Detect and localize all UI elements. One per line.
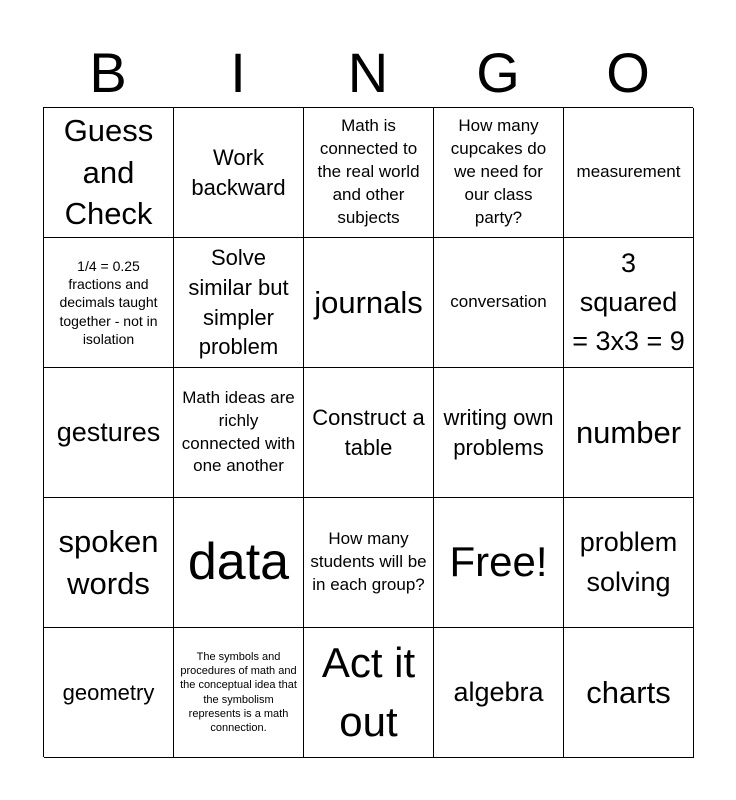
header-letter-g: G — [476, 41, 520, 104]
cell-text: geometry — [62, 679, 155, 705]
cell-text: Solve similar but simpler problem — [188, 245, 289, 360]
bingo-cell-r3-c3[interactable] — [304, 368, 434, 498]
cell-text: Math is connected to the real world and other subjects — [317, 116, 420, 227]
bingo-cell-r2-c3[interactable] — [304, 238, 434, 368]
bingo-cell-r1-c1[interactable] — [44, 108, 174, 238]
bingo-cell-r2-c1[interactable] — [44, 238, 174, 368]
bingo-cell-r5-c5[interactable] — [564, 628, 694, 758]
cell-text: Guess and Check — [63, 112, 154, 232]
bingo-cell-r2-c4[interactable] — [434, 238, 564, 368]
bingo-cell-r3-c5[interactable] — [564, 368, 694, 498]
bingo-cell-r1-c4[interactable] — [434, 108, 564, 238]
bingo-cell-r3-c4[interactable] — [434, 368, 564, 498]
cell-text: charts — [586, 674, 671, 710]
cell-text: Construct a table — [312, 404, 425, 460]
bingo-cell-r1-c5[interactable] — [564, 108, 694, 238]
cell-text: algebra — [453, 676, 544, 707]
bingo-cell-r2-c5[interactable] — [564, 238, 694, 368]
cell-text: How many cupcakes do we need for our class party? — [450, 116, 547, 227]
header-letter-b: B — [89, 41, 127, 104]
cell-text: writing own problems — [443, 404, 554, 460]
header-letter-i: I — [230, 41, 246, 104]
free-space-label: Free! — [449, 538, 548, 586]
cell-text: problem solving — [579, 527, 678, 597]
bingo-cell-r1-c2[interactable] — [174, 108, 304, 238]
cell-text: number — [575, 414, 682, 450]
header-letter-o: O — [606, 41, 650, 104]
bingo-cell-r5-c1[interactable] — [44, 628, 174, 758]
cell-text: gestures — [56, 416, 161, 447]
bingo-cell-r4-c2[interactable] — [174, 498, 304, 628]
bingo-cell-r5-c2[interactable] — [174, 628, 304, 758]
bingo-header — [43, 40, 693, 106]
bingo-cell-r4-c5[interactable] — [564, 498, 694, 628]
cell-text: 3 squared = 3x3 = 9 — [572, 247, 685, 357]
cell-text: Work backward — [191, 144, 286, 200]
cell-text: measurement — [576, 162, 681, 182]
cell-text: journals — [314, 284, 423, 320]
cell-text: spoken words — [58, 523, 159, 601]
cell-text: conversation — [450, 292, 547, 312]
bingo-cell-r1-c3[interactable] — [304, 108, 434, 238]
cell-text: Math ideas are richly connected with one another — [181, 387, 296, 476]
bingo-cell-r3-c1[interactable] — [44, 368, 174, 498]
header-letter-n: N — [347, 41, 389, 104]
cell-text: data — [187, 532, 290, 591]
bingo-cell-r5-c4[interactable] — [434, 628, 564, 758]
bingo-cell-r2-c2[interactable] — [174, 238, 304, 368]
cell-text: Act it out — [321, 638, 416, 745]
bingo-cell-r4-c1[interactable] — [44, 498, 174, 628]
bingo-cell-r4-c4[interactable] — [434, 498, 564, 628]
bingo-board — [43, 107, 693, 757]
bingo-cell-r4-c3[interactable] — [304, 498, 434, 628]
cell-text: How many students will be in each group? — [310, 529, 427, 594]
bingo-cell-r5-c3[interactable] — [304, 628, 434, 758]
bingo-cell-r3-c2[interactable] — [174, 368, 304, 498]
cell-text: 1/4 = 0.25 fractions and decimals taught together - not in isolation — [59, 258, 158, 347]
cell-text: The symbols and procedures of math and the conceptual idea that the symbolism represents is a math connection. — [180, 650, 297, 735]
